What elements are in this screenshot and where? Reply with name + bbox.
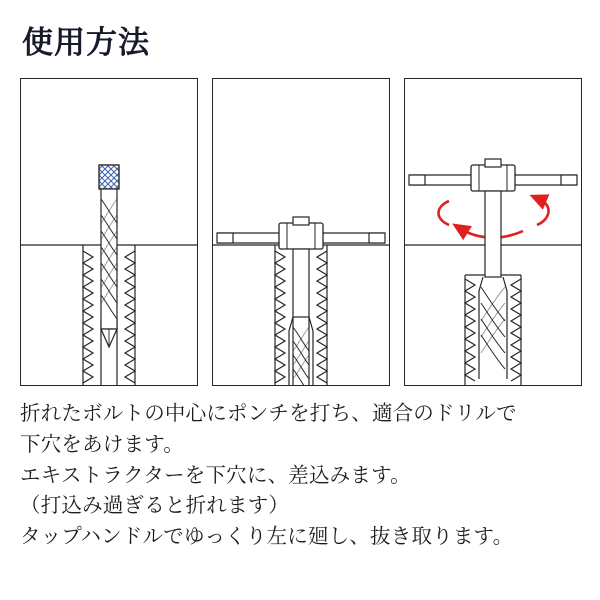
instruction-line-5: タップハンドルでゆっくり左に廻し、抜き取ります。 — [20, 524, 514, 548]
step-panels — [20, 78, 582, 388]
step-1-illustration — [21, 79, 197, 385]
instruction-line-3: エキストラクターを下穴に、差込みます。 — [20, 462, 411, 487]
step-2-insert-extractor — [212, 78, 390, 386]
instruction-line-1: 折れたボルトの中心にポンチを打ち、適合のドリルで — [20, 401, 517, 425]
instruction-line-2: 下穴をあけます。 — [20, 431, 184, 456]
step-2-illustration — [213, 79, 389, 385]
instruction-text — [20, 398, 586, 552]
instruction-line-4: （打込み過ぎると折れます） — [20, 493, 290, 518]
step-3-illustration — [405, 79, 581, 385]
page-title: 使用方法 — [22, 25, 150, 61]
step-3-turn-left-and-extract — [404, 78, 582, 386]
step-1-drill-pilot-hole — [20, 78, 198, 386]
